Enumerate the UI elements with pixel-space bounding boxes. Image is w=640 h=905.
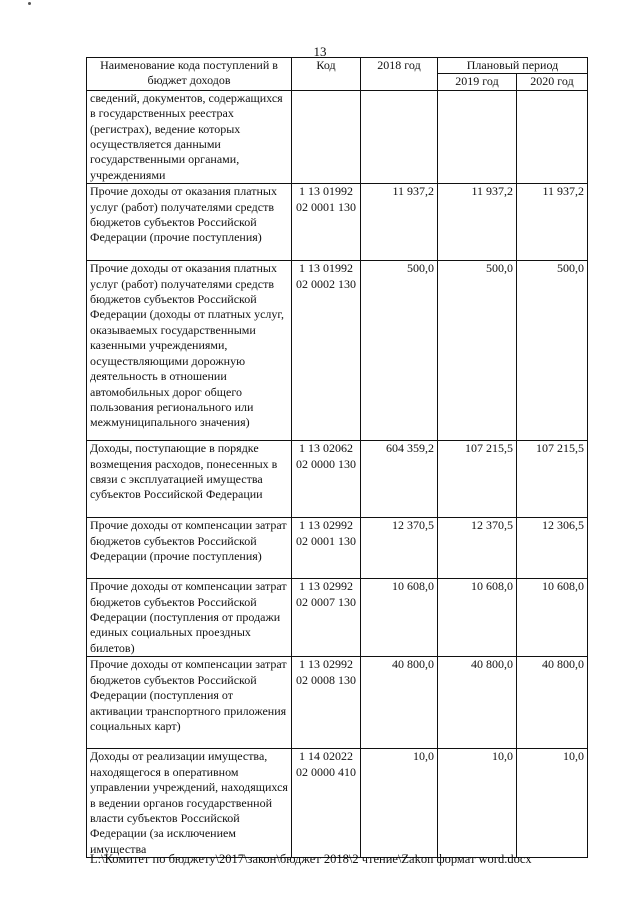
value-2019-cell: 11 937,2 <box>438 184 517 261</box>
header-name: Наименование кода поступлений в бюджет доходов <box>87 58 292 91</box>
table-row <box>87 657 588 749</box>
revenue-name-cell: Прочие доходы от компенсации затрат бюджетов субъектов Российской Федерации (прочие поступления) <box>87 518 292 579</box>
value-2019-cell: 10 608,0 <box>438 579 517 657</box>
value-2018-cell <box>361 90 438 183</box>
revenue-code-cell: 1 14 02022 02 0000 410 <box>292 749 361 858</box>
value-2020-cell: 10,0 <box>517 749 588 858</box>
revenue-name-cell: Прочие доходы от оказания платных услуг (работ) получателями средств бюджетов субъектов Российской Федерации (прочие поступления) <box>87 184 292 261</box>
revenue-code-cell: 1 13 01992 02 0001 130 <box>292 184 361 261</box>
value-2018-cell: 10,0 <box>361 749 438 858</box>
value-2018-cell: 604 359,2 <box>361 441 438 518</box>
value-2019-cell: 40 800,0 <box>438 657 517 749</box>
value-2020-cell: 10 608,0 <box>517 579 588 657</box>
table-row <box>87 441 588 518</box>
header-2020: 2020 год <box>517 74 588 90</box>
revenue-name-cell: Прочие доходы от оказания платных услуг (работ) получателями средств бюджетов субъектов Российской Федерации (доходы от платных услуг, оказываемых государственными казенными учреждениями, осуществляющими дорожную деятельность в отношении автомобильных дорог общего пользования регионального или межмуниципального значения) <box>87 261 292 441</box>
revenue-code-cell <box>292 90 361 183</box>
revenue-name-cell: Доходы, поступающие в порядке возмещения расходов, понесенных в связи с эксплуатацией имущества субъектов Российской Федерации <box>87 441 292 518</box>
value-2018-cell: 11 937,2 <box>361 184 438 261</box>
value-2019-cell: 107 215,5 <box>438 441 517 518</box>
value-2018-cell: 40 800,0 <box>361 657 438 749</box>
value-2020-cell <box>517 90 588 183</box>
table-row <box>87 261 588 441</box>
budget-revenue-table <box>86 57 588 858</box>
value-2019-cell: 10,0 <box>438 749 517 858</box>
value-2020-cell: 107 215,5 <box>517 441 588 518</box>
revenue-name-cell: Прочие доходы от компенсации затрат бюджетов субъектов Российской Федерации (поступления от активации транспортного приложения социальных карт) <box>87 657 292 749</box>
value-2019-cell: 12 370,5 <box>438 518 517 579</box>
value-2019-cell: 500,0 <box>438 261 517 441</box>
table-row <box>87 518 588 579</box>
revenue-code-cell: 1 13 01992 02 0002 130 <box>292 261 361 441</box>
value-2019-cell <box>438 90 517 183</box>
table-row <box>87 90 588 183</box>
header-code: Код <box>292 58 361 91</box>
value-2018-cell: 10 608,0 <box>361 579 438 657</box>
file-path-footer: L:\Комитет по бюджету\2017\закон\бюджет 2018\2 чтение\Zakon формат word.docx <box>90 852 532 866</box>
value-2018-cell: 500,0 <box>361 261 438 441</box>
revenue-name-cell: сведений, документов, содержащихся в государственных реестрах (регистрах), ведение которых осуществляется данными государственными органами, учреждениями <box>87 90 292 183</box>
revenue-code-cell: 1 13 02992 02 0001 130 <box>292 518 361 579</box>
revenue-code-cell: 1 13 02062 02 0000 130 <box>292 441 361 518</box>
table-row <box>87 579 588 657</box>
value-2020-cell: 11 937,2 <box>517 184 588 261</box>
revenue-name-cell: Доходы от реализации имущества, находящегося в оперативном управлении учреждений, находящихся в ведении органов государственной власти субъектов Российской Федерации (за исключением имущества <box>87 749 292 858</box>
revenue-code-cell: 1 13 02992 02 0008 130 <box>292 657 361 749</box>
table-row <box>87 184 588 261</box>
header-2018: 2018 год <box>361 58 438 91</box>
header-planned-period: Плановый период <box>438 58 588 74</box>
value-2020-cell: 500,0 <box>517 261 588 441</box>
scan-speck <box>28 2 31 5</box>
revenue-name-cell: Прочие доходы от компенсации затрат бюджетов субъектов Российской Федерации (поступления от продажи единых социальных проездных билетов) <box>87 579 292 657</box>
revenue-code-cell: 1 13 02992 02 0007 130 <box>292 579 361 657</box>
value-2020-cell: 12 306,5 <box>517 518 588 579</box>
value-2020-cell: 40 800,0 <box>517 657 588 749</box>
page-number: 13 <box>313 44 327 59</box>
value-2018-cell: 12 370,5 <box>361 518 438 579</box>
table-row <box>87 749 588 858</box>
header-2019: 2019 год <box>438 74 517 90</box>
